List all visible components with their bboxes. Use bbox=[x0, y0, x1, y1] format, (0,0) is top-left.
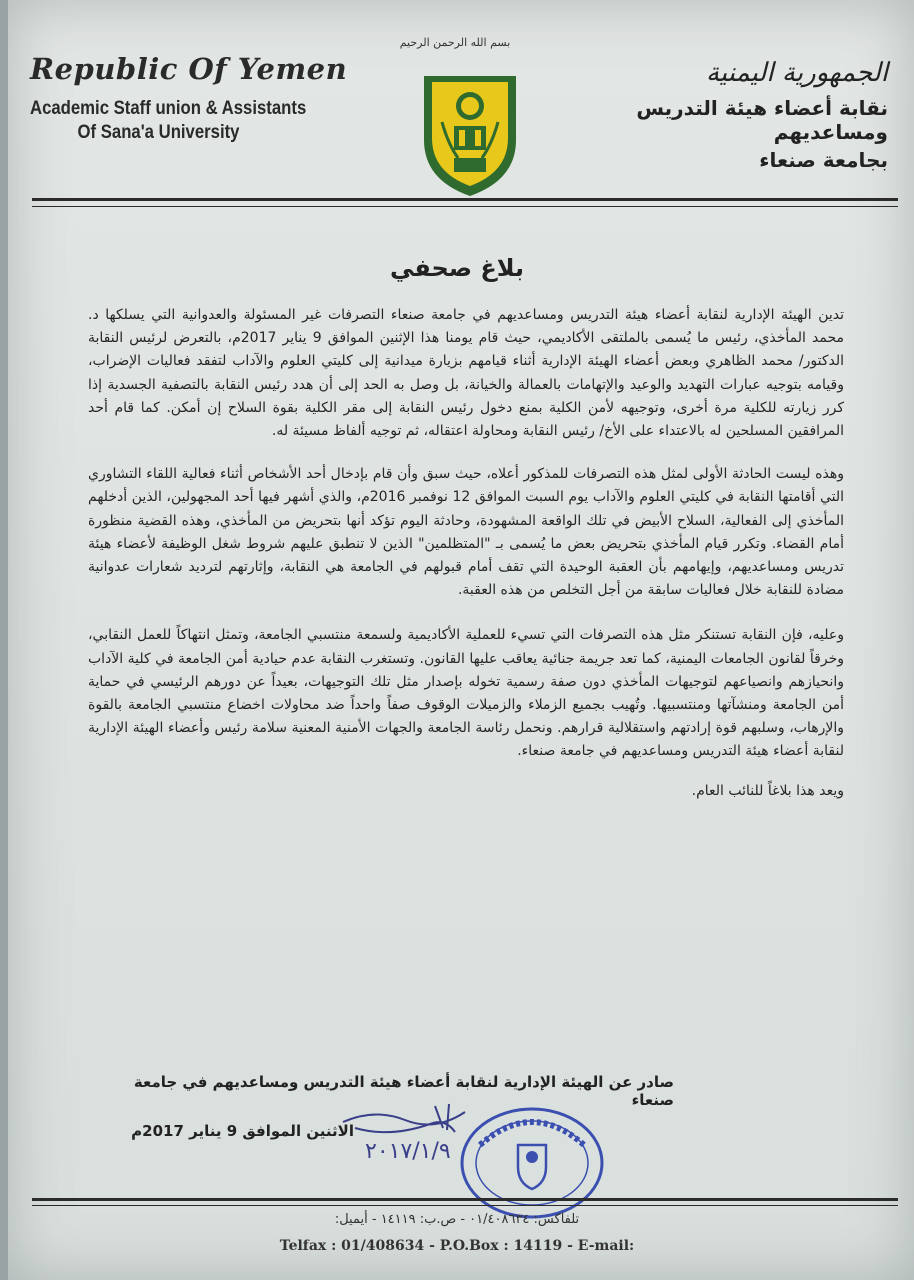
basmala-text: بسم الله الرحمن الرحيم bbox=[399, 36, 511, 49]
body-paragraph-1: تدين الهيئة الإدارية لنقابة أعضاء هيئة التدريس ومساعديهم في جامعة صنعاء التصرفات غير المسئولة والعدوانية التي يسلكها د. محمد المأخذي، رئيس ما يُسمى بالملتقى الأكاديمي، حيث قام يومنا هذا الإثنين الموافق 9 يناير 2017م، بالتعرض لرئيس النقابة الدكتور/ محمد الظاهري وبعض أعضاء الهيئة الإدارية أثناء قيامهم بزيارة ميدانية إلى كليتي العلوم والآداب لتفقد فعاليات الإضراب، وقيامه بتوجيه عبارات التهديد والوعيد والإتهامات بالعمالة والخيانة، بل وصل به الحد إلى أن هدد رئيس النقابة بالتصفية الجسدية إذا كرر زيارته للكلية مرة أخرى، وتوجيهه لأمن الكلية بمنع دخول رئيس النقابة إلى مقر الكلية بقوة السلاح إن أمكن. كما قام أحد المرافقين المسلحين له بالاعتداء على الأخ/ رئيس النقابة ومحاولة اعتقاله، ثم توجيه ألفاظ مسيئة له. bbox=[88, 307, 844, 440]
english-country-title: Republic Of Yemen bbox=[30, 52, 348, 86]
footer-divider bbox=[32, 1198, 898, 1201]
arabic-org-line-2: بجامعة صنعاء bbox=[759, 148, 888, 172]
body-paragraph-4: ويعد هذا بلاغاً للنائب العام. bbox=[691, 782, 844, 799]
body-paragraph-2: وهذه ليست الحادثة الأولى لمثل هذه التصرفات للمذكور أعلاه، حيث سبق وأن قام بإدخال أحد الأشخاص أثناء فعالية اللقاء التشاوري التي أقامتها النقابة في كليتي العلوم والآداب يوم السبت الموافق 12 نوفمبر 2016م، والذي أشهر فيها أحد المجهولين، الذين أدخلهم المأخذي إلى الفعالية، السلاح الأبيض في تلك الواقعة المشهودة، وحادثة اليوم تؤكد أنها بتحريض من المأخذي، وهذه القضية منظورة أمام القضاء. وتكرر قيام المأخذي بتحريض بعض ما يُسمى بـ "المتظلمين" الذين لا تنطبق عليهم شروط شغل الوظيفة لأعضاء هيئة تدريس ومساعديهم، وإيهامهم بأن العقبة الوحيدة التي تقف أمام قبولهم في الجامعة هي النقابة، وإثارتهم لترديد شعارات عدوانية مضادة للنقابة خلال فعاليات سابقة من أجل التخلص من هذه العقبة. bbox=[88, 466, 845, 599]
document-body bbox=[88, 304, 844, 803]
arabic-header bbox=[588, 58, 888, 172]
document-title: بلاغ صحفي bbox=[389, 254, 525, 282]
arabic-country-title: الجمهورية اليمنية bbox=[705, 58, 888, 88]
body-paragraph-3: وعليه، فإن النقابة تستنكر مثل هذه التصرفات التي تسيء للعملية الأكاديمية ولسمعة منتسبي الجامعة، وتمثل انتهاكاً للعمل النقابي، وخرقاً لقانون الجامعات اليمنية، كما تعد جريمة جنائية يعاقب عليها القانون. وتستغرب النقابة عدم حيادية أمن الجامعة في كلية الآداب وانحيازهم وانصياعهم لتوجيهات المأخذي دون صفة رسمية تخوله بإصدار مثل تلك التوجيهات، بعيداً عن دورهم الرئيسي في حماية أمن الجامعة ومنشآتها ومنتسبيها. وتُهيب بجميع الزملاء والزميلات الوقوف صفاً واحداً ضد محاولات اخضاع منتسبي الجامعة بالقوة والإرهاب، وسلبهم قوة إرادتهم واستقلالية قرارهم. ونحمل رئاسة الجامعة والجهات الأمنية المعنية سلامة رئيس وأعضاء الهيئة الإدارية لنقابة أعضاء هيئة التدريس ومساعديهم في جامعة صنعاء. bbox=[88, 627, 844, 760]
footer-contact-arabic: تلفاكس: ٠١/٤٠٨٦٣٤ - ص.ب: ١٤١١٩ - أيميل: bbox=[334, 1212, 580, 1227]
handwritten-date: ٢٠١٧/١/٩ bbox=[365, 1139, 451, 1164]
arabic-org-line-1: نقابة أعضاء هيئة التدريس ومساعديهم bbox=[636, 96, 888, 144]
english-org-line-1: Academic Staff union & Assistants bbox=[30, 98, 307, 119]
official-stamp-icon bbox=[458, 1105, 606, 1220]
issue-date-line: الاثنين الموافق 9 يناير 2017م bbox=[131, 1122, 354, 1140]
footer-contact-english: Telfax : 01/408634 - P.O.Box : 14119 - E-mail: bbox=[279, 1238, 635, 1254]
header-divider-thin bbox=[32, 206, 898, 207]
union-logo-icon bbox=[418, 70, 522, 200]
header-divider bbox=[32, 198, 898, 201]
english-header bbox=[30, 52, 350, 144]
footer-divider-thin bbox=[32, 1205, 898, 1206]
issued-by-line: صادر عن الهيئة الإدارية لنقابة أعضاء هيئة التدريس ومساعديهم في جامعة صنعاء bbox=[133, 1073, 674, 1109]
english-org-line-2: Of Sana'a University bbox=[77, 122, 240, 143]
